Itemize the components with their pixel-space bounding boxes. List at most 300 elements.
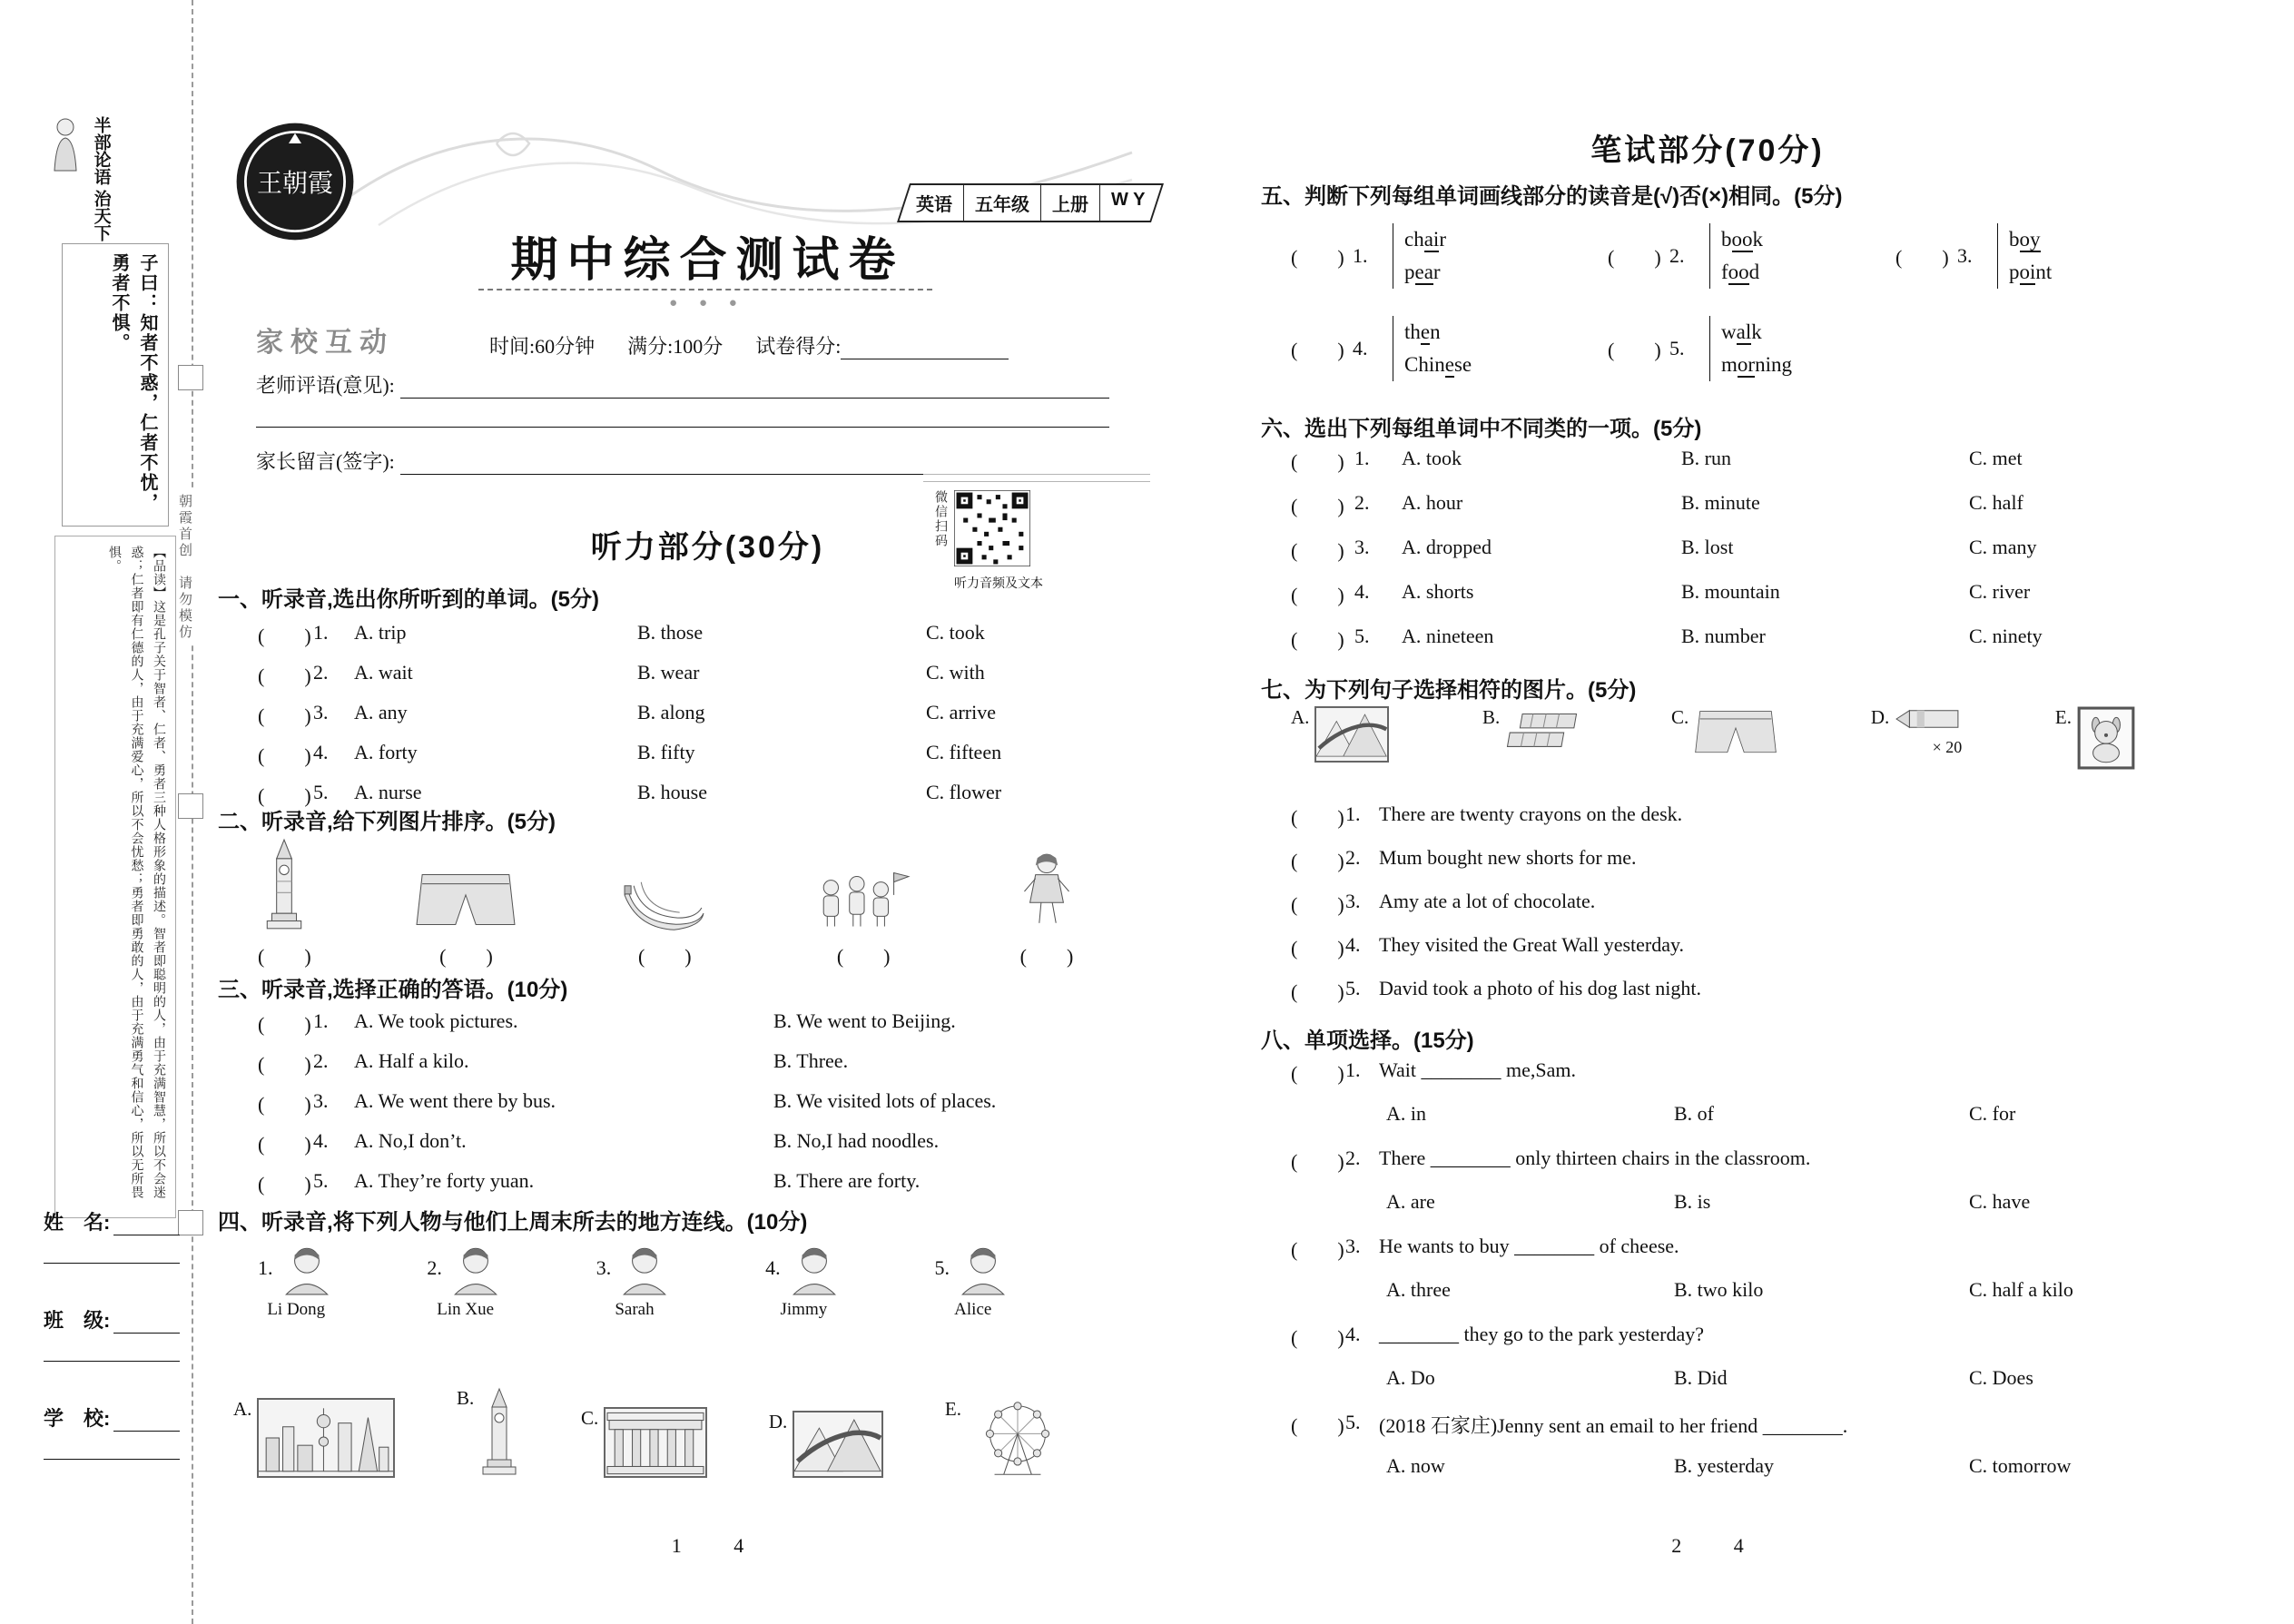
option-a: A. No,I don’t.	[354, 1129, 467, 1152]
question-number: 1.	[313, 1009, 329, 1032]
children-group-icon	[812, 867, 914, 932]
person-number: 2.	[427, 1256, 442, 1279]
question-stem: ________ they go to the park yesterday?	[1379, 1323, 1705, 1345]
question-block	[1291, 1411, 2153, 1499]
picture-letter: D.	[1870, 706, 1890, 728]
section-7-sentences	[1291, 802, 2153, 1020]
option-b: B. minute	[1681, 491, 1760, 514]
word-top: chair	[1404, 228, 1446, 251]
question-number: 4.	[313, 1129, 329, 1152]
page-footer	[1254, 1534, 2161, 1558]
school-blank-line-2	[44, 1432, 180, 1460]
great-wall-photo-icon	[1314, 706, 1389, 763]
place-letter: B.	[457, 1387, 475, 1409]
question-number: 5.	[1669, 337, 1685, 359]
underlined-letters: oo	[1728, 261, 1749, 283]
class-blank-line-2	[44, 1334, 180, 1362]
school-label: 学 校:	[44, 1407, 111, 1430]
question-number: 1.	[1345, 1058, 1361, 1081]
word-pair	[1393, 223, 1446, 289]
word-pair	[1393, 316, 1472, 381]
answer-paren: ( )	[1291, 1414, 1344, 1437]
underlined-letters: ai	[1423, 228, 1440, 251]
binding-mark	[178, 793, 203, 819]
option-c: C. flower	[926, 781, 1002, 803]
sentence-text: They visited the Great Wall yesterday.	[1379, 933, 1685, 956]
answer-paren: ( )	[1291, 495, 1344, 517]
page-footer	[206, 1534, 1209, 1558]
question-number: 3.	[1354, 536, 1370, 558]
person-number: 4.	[765, 1256, 781, 1279]
sound-pair	[1895, 223, 2052, 289]
underlined-letters: e	[1420, 320, 1431, 343]
crayon-count-note: × 20	[1932, 738, 1963, 756]
shanghai-skyline-icon	[257, 1398, 395, 1478]
answer-paren: ( )	[637, 945, 692, 968]
sentence-number: 5.	[1345, 977, 1361, 999]
underlined-letters: e	[1444, 353, 1454, 376]
place-item	[233, 1398, 395, 1478]
question-number: 1.	[313, 621, 329, 644]
person-portrait-icon	[448, 1240, 504, 1296]
answer-paren: ( )	[1608, 245, 1661, 269]
question-stem-row	[1291, 1323, 2153, 1366]
question-number: 3.	[313, 701, 329, 723]
option-b: B. wear	[637, 661, 700, 684]
series-note: 朝霞首创 请勿模仿	[174, 490, 195, 645]
question-row	[258, 741, 1166, 781]
class-blank-line	[113, 1313, 180, 1334]
person-portrait-icon	[279, 1240, 335, 1296]
question-stem: There ________ only thirteen chairs in the classroom.	[1379, 1147, 1811, 1169]
person-name: Sarah	[615, 1300, 655, 1319]
question-block	[1291, 1058, 2153, 1147]
option-a: A. We went there by bus.	[354, 1089, 556, 1112]
qr-block	[930, 490, 1043, 592]
answer-paren: ( )	[258, 1173, 311, 1196]
great-wall-icon	[793, 1411, 883, 1478]
parent-note-line	[400, 456, 1109, 475]
underlined-letters: oi	[2019, 261, 2036, 283]
answer-paren: ( )	[1291, 1062, 1344, 1085]
option-b: B. two kilo	[1674, 1278, 1764, 1301]
underlined-letters: oo	[1731, 228, 1753, 251]
question-stem: Wait ________ me,Sam.	[1379, 1058, 1576, 1081]
answer-paren: ( )	[1608, 338, 1661, 361]
exam-title: 期中综合测试卷	[510, 234, 905, 287]
option-b: B. There are forty.	[773, 1169, 921, 1192]
question-stem-row	[1291, 1058, 2153, 1102]
question-number: 3.	[1957, 244, 1973, 267]
option-a: A. wait	[354, 661, 413, 684]
section-6-heading: 六、选出下列每组单词中不同类的一项。(5分)	[1261, 417, 1702, 441]
score-label: 试卷得分:	[755, 335, 842, 358]
option-b: B. number	[1681, 625, 1766, 647]
option-b: B. fifty	[637, 741, 695, 763]
option-a: A. Do	[1386, 1366, 1435, 1389]
sentence-text: There are twenty crayons on the desk.	[1379, 802, 1683, 825]
sentence-row	[1291, 977, 2153, 1020]
picture-item	[812, 867, 914, 969]
question-number: 2.	[313, 1049, 329, 1072]
title-dots: ● ● ●	[669, 296, 746, 310]
shorts-icon	[415, 869, 517, 932]
answer-paren: ( )	[1291, 1238, 1344, 1261]
place-letter: A.	[233, 1398, 252, 1420]
section-4-people	[258, 1240, 1011, 1320]
word-top: walk	[1721, 320, 1762, 343]
answer-paren: ( )	[1291, 628, 1344, 651]
person-name: Jimmy	[780, 1300, 828, 1319]
question-stem-row	[1291, 1235, 2153, 1278]
sentence-text: Amy ate a lot of chocolate.	[1379, 890, 1596, 912]
option-c: C. tomorrow	[1969, 1454, 2072, 1477]
sound-pair	[1608, 316, 1792, 381]
option-a: A. Half a kilo.	[354, 1049, 469, 1072]
word-top: boy	[2009, 228, 2041, 251]
word-bottom: pear	[1404, 261, 1441, 283]
options-row	[1291, 1102, 2153, 1146]
place-item	[769, 1411, 883, 1478]
option-c: C. many	[1969, 536, 2037, 558]
picture-item	[1671, 706, 1777, 759]
margin-reading-note: 【品读】这是孔子关于智者、仁者、勇者三种人格形象的描述。智者即聪明的人，由于充满智慧，所以不会迷惑；仁者即有仁德的人，由于充满爱心，所以不会忧愁；勇者即勇敢的人，由于充满勇气和信心，所以无所畏惧。	[54, 536, 176, 1218]
question-number: 5.	[313, 781, 329, 803]
option-b: B. Did	[1674, 1366, 1728, 1389]
edition-badge	[897, 183, 1164, 222]
picture-item	[258, 838, 311, 969]
question-number: 4.	[1345, 1323, 1361, 1345]
option-b: B. No,I had noodles.	[773, 1129, 940, 1152]
place-letter: E.	[944, 1398, 961, 1420]
word-pair	[1997, 223, 2052, 289]
question-number: 5.	[313, 1169, 329, 1192]
place-letter: C.	[580, 1407, 599, 1429]
section-1-rows	[258, 621, 1166, 821]
picture-item	[415, 869, 517, 969]
teacher-comment-line-2	[256, 427, 1109, 428]
big-ben-icon	[479, 1387, 519, 1478]
underlined-letters: al	[1736, 320, 1752, 343]
teacher-comment-line	[400, 379, 1109, 399]
question-block	[1291, 1323, 2153, 1411]
option-a: A. took	[1402, 447, 1462, 469]
question-number: 1.	[1353, 244, 1368, 267]
picture-item	[1291, 706, 1389, 763]
person-name: Alice	[954, 1300, 992, 1319]
place-item	[581, 1407, 707, 1478]
word-bottom: food	[1721, 261, 1760, 283]
answer-paren: ( )	[439, 945, 493, 968]
margin-quote: 子曰：知者不惑，仁者不忧，勇者不惧。	[62, 243, 169, 527]
question-row	[258, 1049, 1166, 1089]
answer-paren: ( )	[1291, 245, 1344, 269]
person-name: Li Dong	[267, 1300, 326, 1319]
place-item	[457, 1387, 519, 1478]
page-number: 1	[671, 1534, 682, 1557]
question-row	[258, 1129, 1166, 1169]
option-b: B. is	[1674, 1190, 1711, 1213]
page-1	[206, 0, 1209, 1624]
option-b: B. of	[1674, 1102, 1714, 1125]
option-a: A. hour	[1402, 491, 1463, 514]
sentence-number: 2.	[1345, 846, 1361, 869]
option-b: B. yesterday	[1674, 1454, 1774, 1477]
motto-text: 半部论语 治天下	[91, 116, 111, 241]
question-number: 5.	[1354, 625, 1370, 647]
answer-paren: ( )	[1019, 945, 1074, 968]
section-8-heading: 八、单项选择。(15分)	[1261, 1029, 1474, 1053]
option-a: A. forty	[354, 741, 418, 763]
question-block	[1291, 1235, 2153, 1323]
written-part-title: 笔试部分(70分)	[1590, 133, 1825, 168]
answer-paren: ( )	[258, 664, 311, 687]
question-row	[258, 701, 1166, 741]
person-item	[765, 1240, 842, 1320]
museum-building-icon	[604, 1407, 707, 1478]
question-row	[1291, 447, 2153, 491]
place-letter: D.	[768, 1411, 788, 1432]
section-7-pictures	[1291, 706, 2135, 770]
answer-paren: ( )	[258, 945, 311, 968]
question-stem: (2018 石家庄)Jenny sent an email to her friend ________.	[1379, 1414, 1848, 1437]
badge-grade: 五年级	[964, 185, 1041, 221]
crayon-icon	[1895, 706, 1962, 732]
sound-pair	[1291, 223, 1446, 289]
question-number: 2.	[1345, 1147, 1361, 1169]
question-number: 4.	[1353, 337, 1368, 359]
answer-paren: ( )	[1291, 539, 1344, 562]
sentence-row	[1291, 933, 2153, 977]
question-number: 3.	[1345, 1235, 1361, 1257]
brand-logo-text: 王朝霞	[256, 170, 334, 199]
answer-paren: ( )	[1291, 1326, 1344, 1349]
picture-letter: A.	[1291, 706, 1310, 728]
question-row	[1291, 536, 2153, 580]
option-c: C. arrive	[926, 701, 996, 723]
option-c: C. half	[1969, 491, 2023, 514]
sentence-row	[1291, 802, 2153, 846]
option-a: A. three	[1386, 1278, 1451, 1301]
question-number: 2.	[313, 661, 329, 684]
answer-paren: ( )	[1895, 245, 1949, 269]
school-field	[44, 1403, 180, 1460]
person-portrait-icon	[786, 1240, 842, 1296]
badge-version: W Y	[1111, 190, 1146, 210]
option-a: A. are	[1386, 1190, 1435, 1213]
sound-pair	[1608, 223, 1763, 289]
option-b: B. We visited lots of places.	[773, 1089, 997, 1112]
question-stem-row	[1291, 1411, 2153, 1454]
sentence-row	[1291, 890, 2153, 933]
answer-paren: ( )	[258, 784, 311, 807]
word-pair	[1709, 316, 1792, 381]
answer-paren: ( )	[258, 1133, 311, 1156]
score-blank	[841, 339, 1009, 359]
option-c: C. for	[1969, 1102, 2016, 1125]
answer-paren: ( )	[258, 744, 311, 767]
answer-paren: ( )	[258, 1093, 311, 1116]
option-b: B. Three.	[773, 1049, 849, 1072]
option-b: B. house	[637, 781, 707, 803]
word-top: book	[1721, 228, 1763, 251]
ferris-wheel-icon	[967, 1398, 1068, 1478]
margin-motto	[47, 116, 174, 241]
options-row	[1291, 1366, 2153, 1410]
binding-mark	[178, 1210, 203, 1235]
section-4-places	[233, 1387, 1068, 1478]
option-a: A. dropped	[1402, 536, 1492, 558]
question-number: 1.	[1354, 447, 1370, 469]
option-a: A. now	[1386, 1454, 1445, 1477]
section-5-heading: 五、判断下列每组单词画线部分的读音是(√)否(×)相同。(5分)	[1261, 184, 1843, 209]
person-item	[935, 1240, 1012, 1320]
sentence-text: David took a photo of his dog last night.	[1379, 977, 1702, 999]
answer-paren: ( )	[836, 945, 891, 968]
page-2	[1254, 0, 2161, 1624]
class-label: 班 级:	[44, 1309, 111, 1332]
answer-paren: ( )	[1291, 338, 1344, 361]
word-bottom: Chinese	[1404, 353, 1472, 376]
section-6-rows	[1291, 447, 2153, 669]
full-score-label: 满分:100分	[627, 335, 724, 358]
sentence-number: 4.	[1345, 933, 1361, 956]
section-3-heading: 三、听录音,选择正确的答语。(10分)	[218, 978, 568, 1002]
class-field	[44, 1305, 180, 1362]
person-number: 5.	[934, 1256, 950, 1279]
question-number: 3.	[313, 1089, 329, 1112]
section-2-heading: 二、听录音,给下列图片排序。(5分)	[218, 810, 556, 834]
section-7-heading: 七、为下列句子选择相符的图片。(5分)	[1261, 678, 1637, 703]
answer-paren: ( )	[258, 1053, 311, 1076]
home-school-label: 家校互动	[256, 328, 394, 358]
question-number: 2.	[1669, 244, 1685, 267]
section-2-pictures	[258, 833, 1075, 969]
scholar-figure-icon	[47, 116, 84, 176]
option-c: C. river	[1969, 580, 2031, 603]
picture-letter: C.	[1670, 706, 1689, 728]
teacher-comment-label: 老师评语(意见):	[256, 374, 395, 397]
school-blank-line	[113, 1411, 180, 1432]
picture-letter: B.	[1482, 706, 1501, 728]
word-bottom: point	[2009, 261, 2053, 283]
option-b: B. those	[637, 621, 704, 644]
qr-caption: 听力音频及文本	[954, 577, 1043, 591]
sound-pair	[1291, 316, 1472, 381]
badge-volume: 上册	[1041, 185, 1100, 221]
qr-code-icon	[954, 490, 1030, 566]
double-rule-ornament	[923, 474, 1150, 482]
person-portrait-icon	[955, 1240, 1011, 1296]
picture-item	[2055, 706, 2135, 770]
girl-icon	[1019, 851, 1075, 932]
section-8-questions	[1291, 1058, 2153, 1499]
bananas-icon	[621, 874, 708, 932]
option-a: A. We took pictures.	[354, 1009, 518, 1032]
word-top: then	[1404, 320, 1441, 343]
answer-paren: ( )	[1291, 937, 1344, 960]
question-row	[258, 621, 1166, 661]
underlined-letters: oy	[2019, 228, 2041, 251]
question-stem: He wants to buy ________ of cheese.	[1379, 1235, 1679, 1257]
place-item	[945, 1398, 1068, 1478]
name-label: 姓 名:	[44, 1211, 111, 1234]
underlined-letters: ea	[1414, 261, 1433, 283]
answer-paren: ( )	[258, 704, 311, 727]
question-row	[1291, 580, 2153, 625]
person-name: Lin Xue	[437, 1300, 495, 1319]
name-blank-line-2	[44, 1235, 180, 1264]
title-rule	[478, 289, 932, 290]
question-number: 4.	[1354, 580, 1370, 603]
option-b: B. mountain	[1681, 580, 1780, 603]
answer-paren: ( )	[1291, 893, 1344, 916]
sentence-row	[1291, 846, 2153, 890]
question-number: 2.	[1354, 491, 1370, 514]
word-pair	[1709, 223, 1763, 289]
option-a: A. nineteen	[1402, 625, 1494, 647]
picture-item	[1871, 706, 1962, 757]
option-c: C. have	[1969, 1190, 2031, 1213]
option-a: A. any	[354, 701, 408, 723]
options-row	[1291, 1190, 2153, 1234]
question-row	[258, 1009, 1166, 1049]
option-a: A. shorts	[1402, 580, 1474, 603]
sentence-number: 3.	[1345, 890, 1361, 912]
option-c: C. half a kilo	[1969, 1278, 2073, 1301]
option-a: A. nurse	[354, 781, 422, 803]
answer-paren: ( )	[258, 625, 311, 647]
page-number: 2	[1671, 1534, 1682, 1557]
option-b: B. We went to Beijing.	[773, 1009, 956, 1032]
sentence-text: Mum bought new shorts for me.	[1379, 846, 1637, 869]
person-number: 3.	[596, 1256, 612, 1279]
chocolate-icon	[1505, 706, 1578, 755]
option-a: A. They’re forty yuan.	[354, 1169, 535, 1192]
underlined-letters: or	[1737, 353, 1756, 376]
answer-paren: ( )	[1291, 980, 1344, 1003]
answer-paren: ( )	[1291, 1150, 1344, 1173]
name-blank-line	[113, 1215, 180, 1235]
parent-note-label: 家长留言(签字):	[256, 450, 395, 473]
question-block	[1291, 1147, 2153, 1235]
dog-photo-icon	[2077, 706, 2135, 770]
person-item	[596, 1240, 674, 1320]
answer-paren: ( )	[1291, 806, 1344, 829]
answer-paren: ( )	[1291, 850, 1344, 872]
picture-item	[1019, 851, 1075, 969]
picture-item	[1482, 706, 1578, 755]
question-row	[258, 1089, 1166, 1129]
options-row	[1291, 1454, 2153, 1498]
question-stem-row	[1291, 1147, 2153, 1190]
section-4-heading: 四、听录音,将下列人物与他们上周末所去的地方连线。(10分)	[218, 1210, 808, 1235]
option-b: B. along	[637, 701, 705, 723]
option-c: C. with	[926, 661, 985, 684]
section-1-heading: 一、听录音,选出你所听到的单词。(5分)	[218, 587, 599, 612]
option-b: B. lost	[1681, 536, 1734, 558]
big-ben-icon	[262, 838, 306, 932]
question-row	[1291, 625, 2153, 669]
option-b: B. run	[1681, 447, 1731, 469]
person-portrait-icon	[616, 1240, 673, 1296]
answer-paren: ( )	[258, 1013, 311, 1036]
option-c: C. Does	[1969, 1366, 2033, 1389]
binding-mark	[178, 365, 203, 390]
option-c: C. took	[926, 621, 985, 644]
answer-paren: ( )	[1291, 584, 1344, 606]
option-c: C. met	[1969, 447, 2023, 469]
